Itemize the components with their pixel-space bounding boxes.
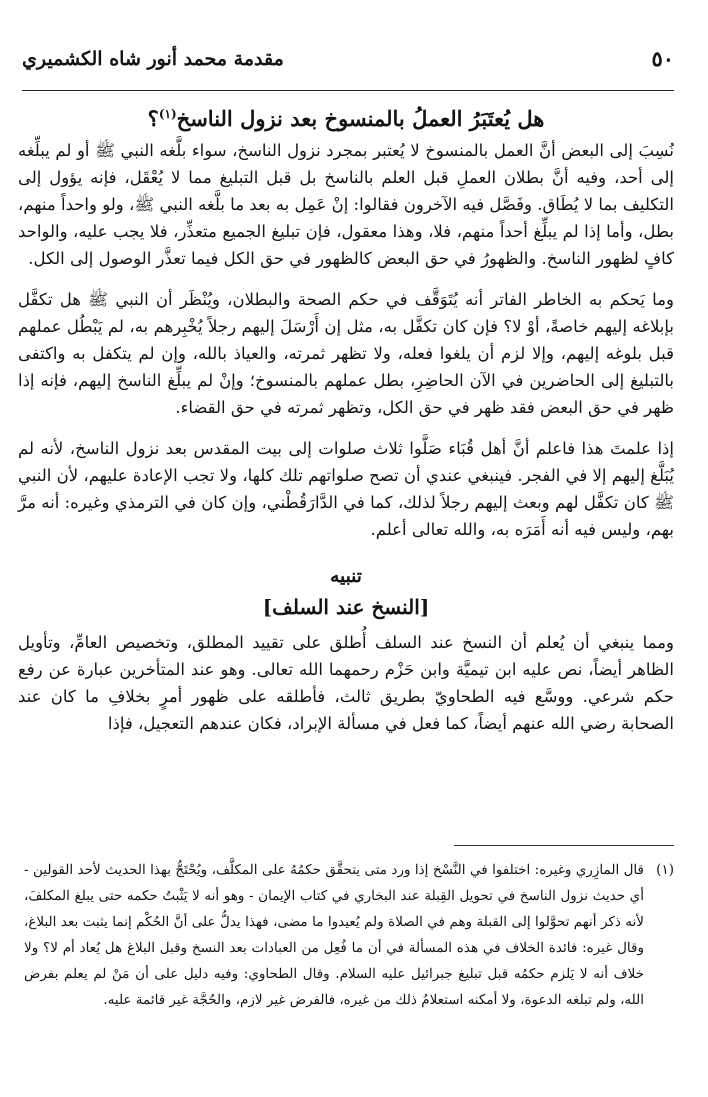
- notice-subtitle: [النسخ عند السلف]: [262, 595, 430, 619]
- question-mark: ؟: [147, 106, 159, 131]
- running-title: مقدمة محمد أنور شاه الكشميري: [22, 48, 284, 70]
- notice-title: تنبيه: [330, 566, 362, 587]
- body-paragraph: وما يَحكم به الخاطر الفاتر أنه يُتَوَقَّف في حكم الصحة والبطلان، ويُنْظَر أن النبي ﷺ هل تكفَّل بإبلاغه إليهم خاصةً، أوْ لا؟ فإن كان تكفَّل به، مثل إن أَرْسَلَ إليهم رجلاً يُخْبِرهم به، لم يَبْطُل عملهم قبل بلوغه إليهم، وإلا لزم أن يلغوا فعله، ولا تظهر ثمرته، والعياذ بالله، وإن لم يتكفل به واكتفى بالتبليغ إلى الحاضرين في الآن الحاضِرِ، بطل عملهم بالمنسوخ؛ وإنْ لم يبلِّغ الناسخ إليهم، فإنه إذا ظهر في حق البعض فقد ظهر في حق الكل، وتظهر ثمرته في حق القضاء.: [18, 290, 674, 417]
- page-header: [22, 44, 674, 91]
- footnotes: [24, 857, 674, 1013]
- body-paragraph: نُسِبَ إلى البعض أنَّ العمل بالمنسوخ لا يُعتبر بمجرد نزول الناسخ، سواء بلَّغه النبي ﷺ أو لم يبلِّغه إلى أحد، وفيه أنَّ بطلان العملِ قبل العلم بالناسخ بل قبل التبليغ مما لا يُعْقَل، فإنه يؤول إلى التكليف بما لا يُطَاق. وفَصَّل فيه الآخرون فقالوا: إنْ عَمِل به بعد ما بلَّغه النبي ﷺ، ولو واحداً منهم، بطل، وأما إذا لم يبلِّغ أحداً منهم، فلا، وهذا معقول، فإن تبليغ الجميع متعذِّر، فلا يجب عليه، والواحد كافٍ لظهور الناسخ. والظهورُ في حق البعض كالظهور في حق الكل فيما تعذَّر الوصول إلى الكل.: [18, 141, 674, 268]
- footnote-item: [24, 857, 674, 1013]
- footnote-divider: [454, 845, 674, 846]
- main-content: [18, 96, 674, 737]
- notice-paragraph: ومما ينبغي أن يُعلم أن النسخ عند السلف أُطلق على تقييد المطلق، وتخصيص العامِّ، وتأويل الظاهر أيضاً، نص عليه ابن تيميَّة وابن حَزْم رحمهما الله تعالى. وهو عند المتأخرين عبارة عن رفع حكم شرعي. ووسَّع فيه الطحاويّ بطريق ثالث، فأطلقه على ظهور أمرٍ بخلافِ ما كان عند الصحابة رضي الله عنهم أيضاً، كما فعل في مسألة الإبراد، فكان عندهم التعجيل، فإذا: [18, 633, 674, 733]
- footnote-marker: (١): [158, 107, 177, 121]
- section-heading-text: هل يُعتَبَرُ العملُ بالمنسوخ بعد نزول الناسخ: [176, 106, 545, 131]
- footnote-text: قال المازِري وغيره: اختلفوا في النَّسْخ إذا ورد متى يتحقَّق حكمُهُ على المكلَّف، ويُحْتَجُّ بهذا الحديث لأحد القولين - أي حديث نزول الناسخ في تحويل القِبلة عند البخاري في كتاب الإيمان - وهو أنه لا يَثْبتُ حكمه حتى يبلغ المكلفَ، لأنه ذكر أنهم تحوَّلوا إلى القبلة وهم في الصلاة ولم يُعيدوا ما مضى، فهذا يدلُّ على أنَّ الحُكْم إنما يثبت بعد البلاغ، وقال غيره: فائدة الخلاف في هذه المسألة في أن ما فُعِل من العبادات بعد النسخ وقبل البلاغ هل يُعاد أم لا؟ ولا خلاف أنه لا يَلزم حكمُه قبل تبليغ جبرائيل عليه السلام. وقال الطحاوي: وفيه دليل على أن مَنْ لم يعلم بفرض الله، ولم تبلغه الدعوة، ولا أمكنه استعلامُ ذلك من غيره، فالفرض غير لازم، والحُجَّة غير قائمة عليه.: [24, 862, 644, 1008]
- page-number: ٥٠: [651, 46, 674, 71]
- footnote-number: (١): [656, 862, 674, 878]
- section-heading: [18, 96, 674, 137]
- body-paragraph: إذا علمتَ هذا فاعلم أنَّ أهل قُبَاء صَلَّوا ثلاث صلوات إلى بيت المقدس بعد نزول الناسخ، لأنه لم يُبَلَّغ إليهم إلا في الفجر. فينبغي عندي أن تصح صلواتهم تلك كلها، ولا تجب الإعادة عليهم، لأن النبي ﷺ كان تكفَّل لهم وبعث إليهم رجلاً لذلك، كما في الدَّارَقُطْني، وإن كان في الترمذي وغيره: أنه مرَّ بهم، وليس فيه أنه أَمَرَه به، والله تعالى أعلم.: [18, 439, 674, 539]
